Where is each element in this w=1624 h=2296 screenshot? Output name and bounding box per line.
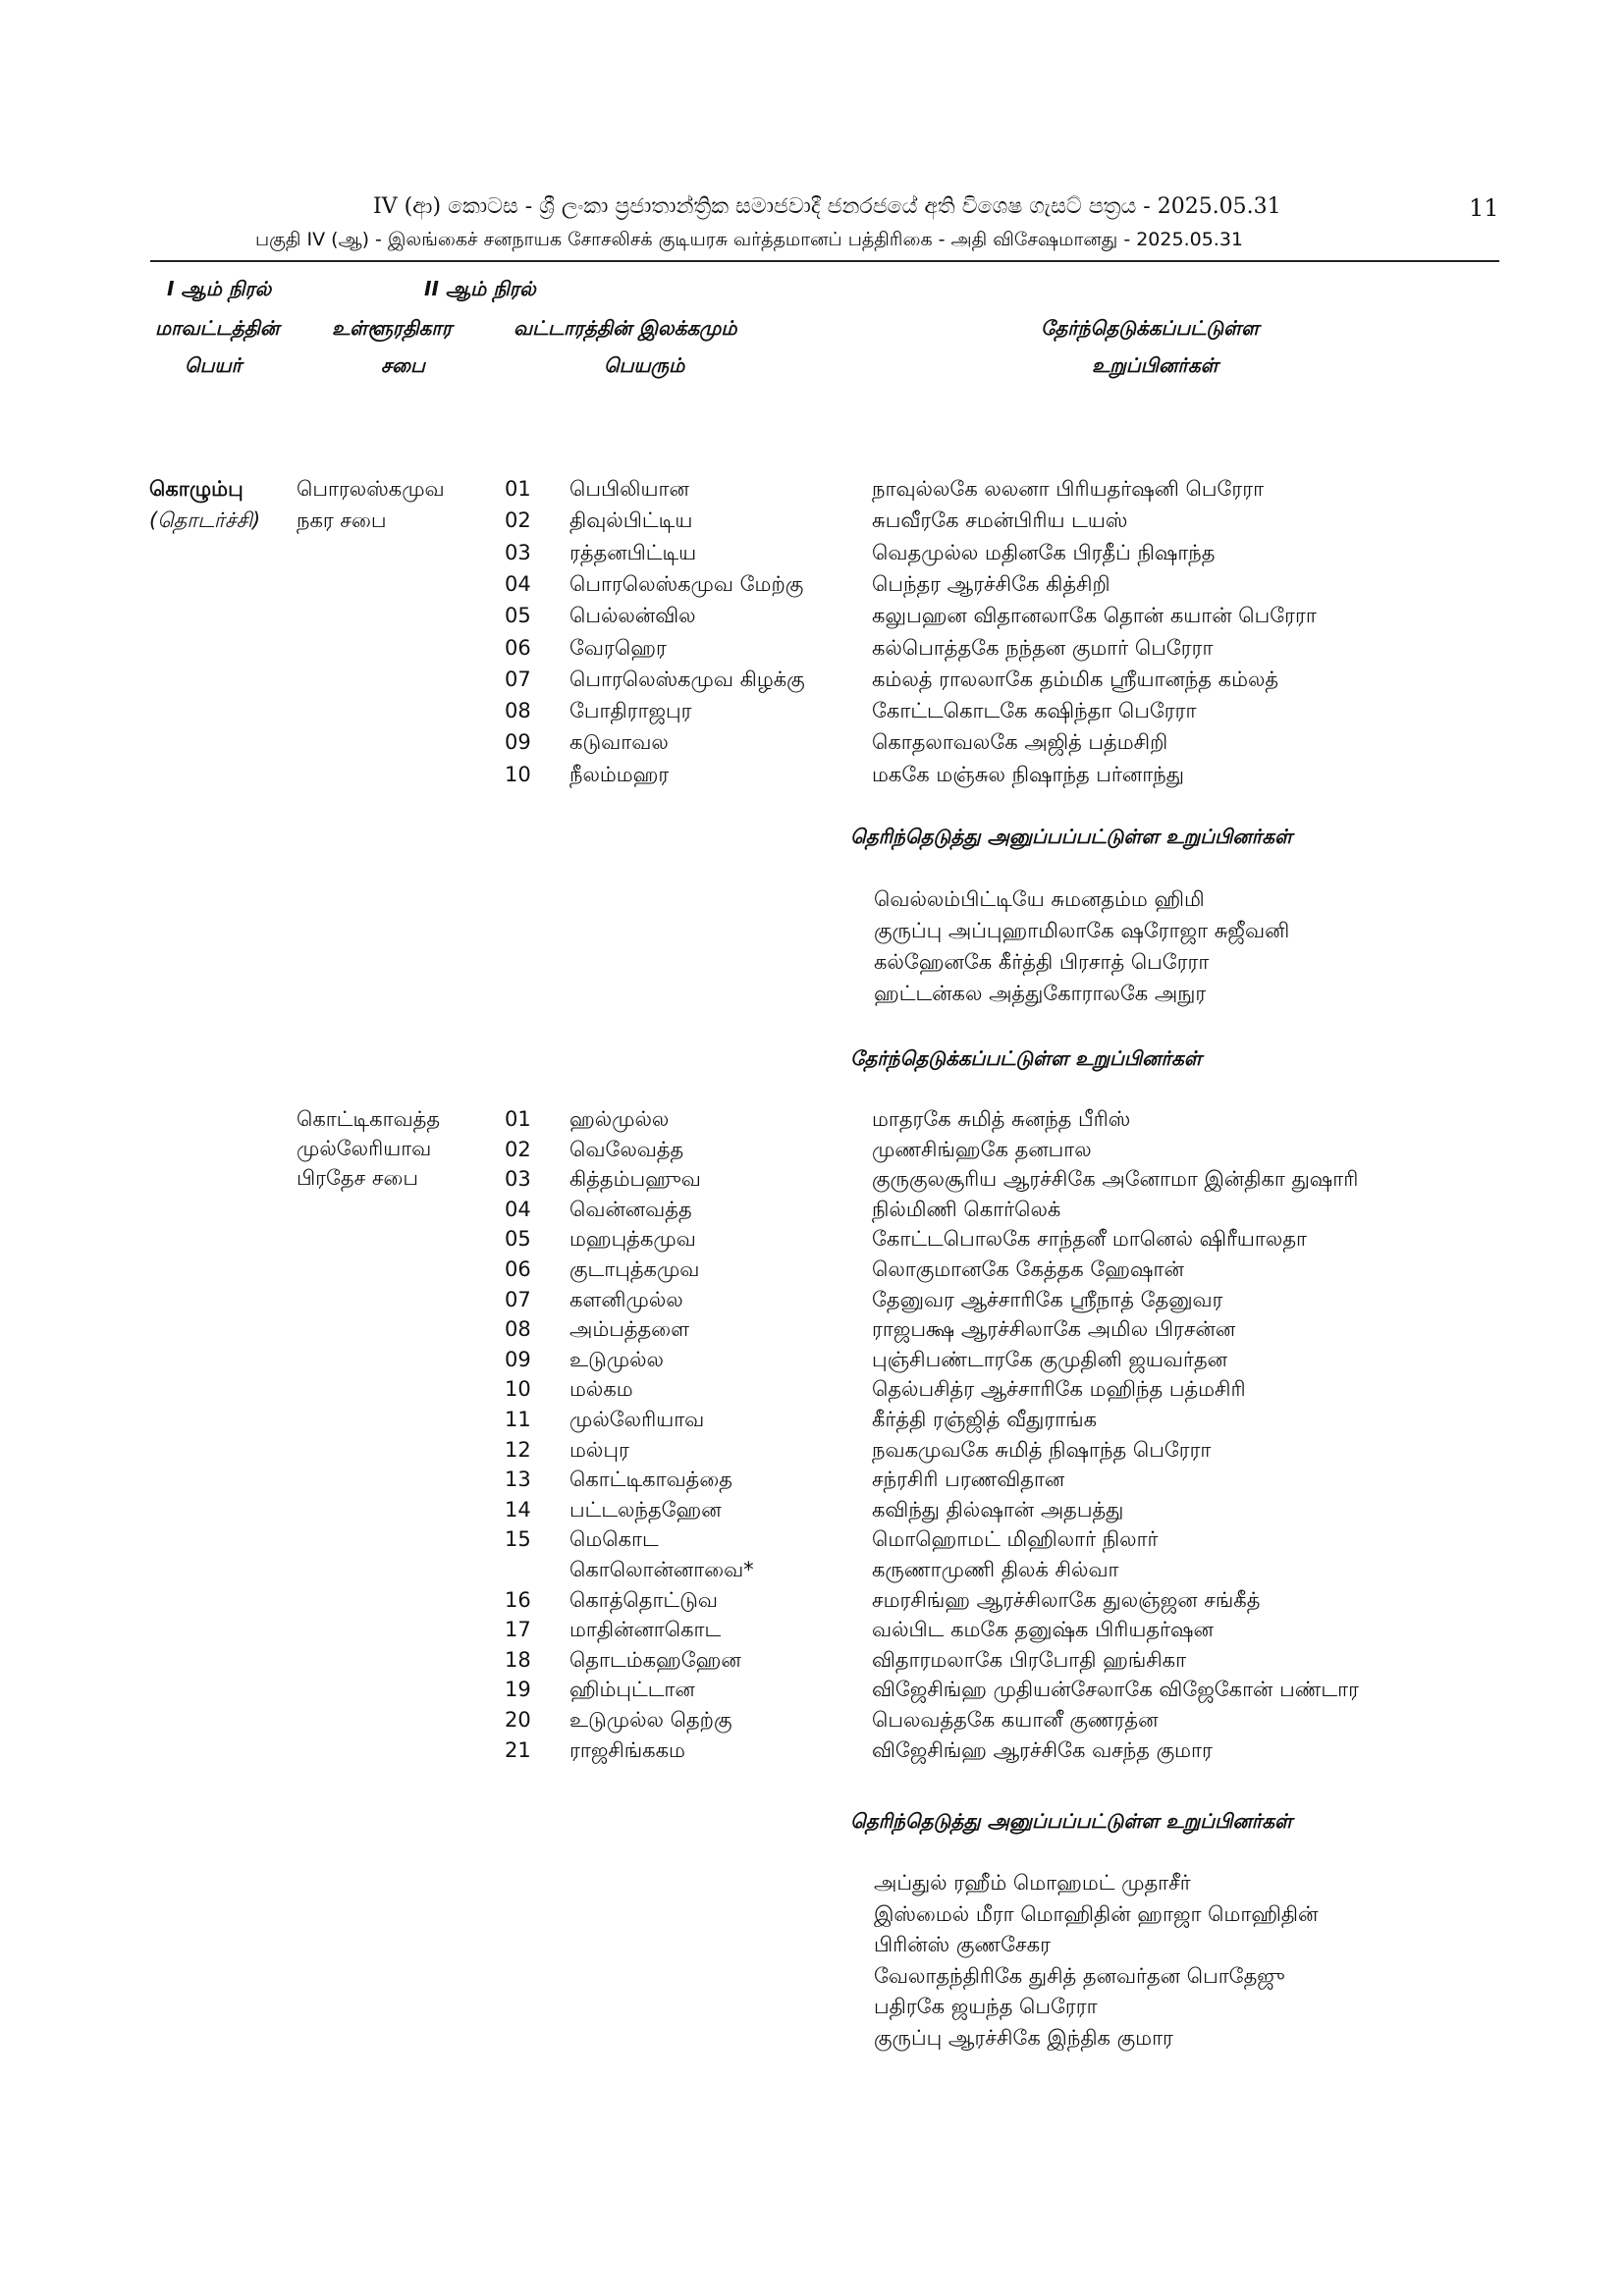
header-divider xyxy=(150,260,1499,262)
ward-number: 08 xyxy=(505,699,531,723)
district-name: கொழும்பு xyxy=(149,477,244,501)
ward-name: போதிராஜபுர xyxy=(569,699,692,723)
column-district-heading: மாவட்டத்தின் xyxy=(155,316,280,340)
ward-number: 04 xyxy=(505,571,531,596)
ward-name: மஹபுத்கமுவ xyxy=(569,1227,696,1252)
ward-name: ஹல்முல்ல xyxy=(569,1107,670,1131)
member-name: சந்ரசிரி பரணவிதான xyxy=(872,1468,1065,1492)
council-name: பொரலஸ்கமுவ xyxy=(297,477,445,501)
member-name: தேனுவர ஆச்சாரிகே ஸ்ரீநாத் தேனுவர xyxy=(872,1287,1223,1311)
column-1-number: I ஆம் நிரல் xyxy=(167,277,272,300)
ward-number: 06 xyxy=(505,635,531,660)
ward-number: 20 xyxy=(505,1708,531,1732)
column-2-number: II ஆம் நிரல் xyxy=(424,277,536,300)
member-name: குருகுலசூரிய ஆரச்சிகே அனோமா இன்திகா துஷாரி xyxy=(872,1167,1359,1192)
ward-name: வேரஹெர xyxy=(569,635,667,660)
ward-name: கடுவாவல xyxy=(569,730,669,755)
column-members-heading: தேர்ந்தெடுக்கப்பட்டுள்ள xyxy=(1041,316,1260,340)
ward-name: உடுமுல்ல தெற்கு xyxy=(569,1708,732,1732)
council-type: பிரதேச சபை xyxy=(297,1166,419,1190)
elected-members-heading: தேர்ந்தெடுக்கப்பட்டுள்ள உறுப்பினர்கள் xyxy=(850,1046,1202,1070)
ward-number: 10 xyxy=(505,1377,531,1402)
nominated-member-name: பதிரகே ஜயந்த பெரேரா xyxy=(874,1995,1098,2018)
member-name: கோட்டபொலகே சாந்தனீ மானெல் ஷிரீயாலதா xyxy=(872,1227,1307,1252)
ward-name: கொலொன்னாவை* xyxy=(569,1558,754,1581)
nominated-member-name: வேலாதந்திரிகே துசித் தனவர்தன பொதேஜு xyxy=(874,1963,1285,1988)
ward-name: வென்னவத்த xyxy=(569,1197,692,1221)
gazette-header-tamil: பகுதி IV (ஆ) - இலங்கைச் சனநாயக சோசலிசக் குடியரசு வர்த்தமானப் பத்திரிகை - அதி விசேஷமானது - 2025.05.31 xyxy=(255,229,1243,250)
ward-number: 11 xyxy=(505,1408,531,1431)
ward-number: 01 xyxy=(505,477,531,501)
column-authority-heading: உள்ளூரதிகார xyxy=(332,316,453,340)
ward-name: வெலேவத்த xyxy=(569,1137,684,1161)
nominated-member-name: ஹட்டன்கல அத்துகோராலகே அநுர xyxy=(874,982,1207,1005)
gazette-header-sinhala: IV (ආ) කොටස - ශ්‍රී ලංකා ප්‍රජාතාන්ත්‍රික සමාජවාදී ජනරජයේ අති විශෙෂ ගැසට් පත්‍රය - 2025.05.31 xyxy=(373,194,1281,219)
member-name: நவகமுவகே சுமித் நிஷாந்த பெரேரா xyxy=(872,1437,1212,1462)
nominated-member-name: குருப்பு அப்புஹாமிலாகே ஷரோஜா சுஜீவனி xyxy=(874,919,1290,942)
ward-name: மாதின்னாகொட xyxy=(569,1618,722,1642)
ward-name: மல்புர xyxy=(569,1437,629,1462)
ward-number: 08 xyxy=(505,1317,531,1342)
ward-name: பெல்லன்வில xyxy=(569,604,696,628)
nominated-members-heading: தெரிந்தெடுத்து அனுப்பப்பட்டுள்ள உறுப்பினர்கள் xyxy=(850,1809,1293,1833)
district-continued-note: (தொடர்ச்சி) xyxy=(149,508,261,532)
ward-name: பொரலெஸ்கமுவ கிழக்கு xyxy=(569,667,805,691)
ward-name: ஹிம்புட்டான xyxy=(569,1678,695,1702)
member-name: சுபவீரகே சமன்பிரிய டயஸ் xyxy=(872,508,1128,533)
ward-name: கொத்தொட்டுவ xyxy=(569,1587,718,1612)
member-name: கொதலாவலகே அஜித் பத்மசிறி xyxy=(872,730,1168,755)
ward-number: 07 xyxy=(505,667,531,691)
member-name: முணசிங்ஹகே தனபால xyxy=(872,1137,1092,1161)
page-number: 11 xyxy=(1469,194,1499,222)
member-name: பெலவத்தகே கயானீ குணரத்ன xyxy=(872,1708,1159,1732)
ward-number: 06 xyxy=(505,1257,531,1281)
ward-number: 09 xyxy=(505,730,531,755)
member-name: பெந்தர ஆரச்சிகே கித்சிறி xyxy=(872,571,1110,596)
ward-name: ரத்தனபிட்டிய xyxy=(569,540,697,564)
ward-number: 03 xyxy=(505,1167,531,1192)
member-name: கீர்த்தி ரஞ்ஜித் வீதுராங்க xyxy=(872,1408,1098,1431)
member-name: தெல்பசித்ர ஆச்சாரிகே மஹிந்த பத்மசிரி xyxy=(872,1377,1246,1402)
ward-number: 18 xyxy=(505,1647,531,1672)
ward-number: 12 xyxy=(505,1437,531,1462)
nominated-member-name: கல்ஹேனகே கீர்த்தி பிரசாத் பெரேரா xyxy=(874,950,1210,974)
member-name: மாதரகே சுமித் சுனந்த பீரிஸ் xyxy=(872,1107,1131,1131)
council-name: கொட்டிகாவத்த xyxy=(297,1107,441,1131)
member-name: மககே மஞ்சுல நிஷாந்த பர்னாந்து xyxy=(872,762,1184,786)
ward-name: நீலம்மஹர xyxy=(569,762,670,786)
ward-number: 21 xyxy=(505,1737,531,1762)
member-name: விஜேசிங்ஹ முதியன்சேலாகே விஜேகோன் பண்டார xyxy=(872,1678,1359,1702)
ward-number: 16 xyxy=(505,1587,531,1612)
ward-number: 15 xyxy=(505,1527,531,1552)
member-name: கவிந்து தில்ஷான் அதபத்து xyxy=(872,1497,1124,1522)
nominated-member-name: இஸ்மைல் மீரா மொஹிதின் ஹாஜா மொஹிதின் xyxy=(874,1901,1319,1926)
member-name: சமரசிங்ஹ ஆரச்சிலாகே துலஞ்ஜன சங்கீத் xyxy=(872,1587,1261,1612)
ward-name: பெபிலியான xyxy=(569,477,689,501)
ward-name: மல்கம xyxy=(569,1377,633,1402)
ward-name: உடுமுல்ல xyxy=(569,1347,664,1371)
ward-name: திவுல்பிட்டிய xyxy=(569,508,693,533)
ward-name: குடாபுத்கமுவ xyxy=(569,1257,700,1281)
council-type: நகர சபை xyxy=(297,508,387,532)
member-name: நில்மிணி கொர்லெக் xyxy=(872,1197,1061,1221)
member-name: கல்பொத்தகே நந்தன குமார் பெரேரா xyxy=(872,635,1214,660)
ward-name: அம்பத்தளை xyxy=(569,1317,690,1342)
nominated-member-name: அப்துல் ரஹீம் மொஹமட் முதாசீர் xyxy=(874,1871,1191,1895)
nominated-members-heading: தெரிந்தெடுத்து அனுப்பப்பட்டுள்ள உறுப்பினர்கள் xyxy=(850,825,1293,848)
member-name: வெதமுல்ல மதினகே பிரதீப் நிஷாந்த xyxy=(872,540,1216,564)
member-name: வல்பிட கமகே தனுஷ்க பிரியதர்ஷன xyxy=(872,1618,1214,1642)
member-name: விஜேசிங்ஹ ஆரச்சிகே வசந்த குமார xyxy=(872,1737,1213,1762)
member-name: கலுபஹன விதானலாகே தொன் கயான் பெரேரா xyxy=(872,604,1317,628)
member-name: கோட்டகொடகே கஷிந்தா பெரேரா xyxy=(872,699,1197,723)
member-name: கம்லத் ராலலாகே தம்மிக ஸ்ரீயானந்த கம்லத் xyxy=(872,667,1279,691)
nominated-member-name: வெல்லம்பிட்டியே சுமனதம்ம ஹிமி xyxy=(874,887,1205,911)
column-ward-heading: வட்டாரத்தின் இலக்கமும் xyxy=(514,316,737,340)
column-ward-heading-2: பெயரும் xyxy=(604,353,685,377)
council-name-2: முல்லேரியாவ xyxy=(297,1137,432,1160)
member-name: மொஹொமட் மிஹிலார் நிலார் xyxy=(872,1527,1159,1552)
ward-number: 05 xyxy=(505,1227,531,1252)
ward-number: 17 xyxy=(505,1618,531,1642)
ward-name: கித்தம்பஹுவ xyxy=(569,1167,701,1192)
ward-number: 05 xyxy=(505,604,531,628)
ward-number: 13 xyxy=(505,1468,531,1492)
ward-name: களனிமுல்ல xyxy=(569,1287,683,1311)
ward-name: முல்லேரியாவ xyxy=(569,1408,705,1431)
ward-name: பொரலெஸ்கமுவ மேற்கு xyxy=(569,571,804,596)
ward-name: மெகொட xyxy=(569,1527,659,1552)
ward-name: தொடம்கஹஹேன xyxy=(569,1647,741,1672)
nominated-member-name: குருப்பு ஆரச்சிகே இந்திக குமார xyxy=(874,2025,1173,2050)
ward-number: 09 xyxy=(505,1347,531,1371)
ward-number: 01 xyxy=(505,1107,531,1131)
column-district-heading-2: பெயர் xyxy=(185,353,243,377)
member-name: புஞ்சிபண்டாரகே குமுதினி ஜயவர்தன xyxy=(872,1347,1228,1371)
nominated-member-name: பிரின்ஸ் குணசேகர xyxy=(874,1933,1051,1956)
ward-name: கொட்டிகாவத்தை xyxy=(569,1468,732,1492)
member-name: விதாரமலாகே பிரபோதி ஹங்சிகா xyxy=(872,1647,1187,1672)
member-name: நாவுல்லகே லலனா பிரியதர்ஷனி பெரேரா xyxy=(872,477,1265,501)
column-authority-heading-2: சபை xyxy=(381,353,425,377)
column-members-heading-2: உறுப்பினர்கள் xyxy=(1092,353,1218,377)
ward-number: 14 xyxy=(505,1497,531,1522)
ward-number: 19 xyxy=(505,1678,531,1702)
member-name: கருணாமுணி திலக் சில்வா xyxy=(872,1558,1119,1581)
member-name: ராஜபக்ஷ ஆரச்சிலாகே அமில பிரசன்ன xyxy=(872,1317,1236,1342)
ward-number: 04 xyxy=(505,1197,531,1221)
member-name: லொகுமானகே கேத்தக ஹேஷான் xyxy=(872,1257,1184,1281)
ward-number: 02 xyxy=(505,1137,531,1161)
ward-number: 03 xyxy=(505,540,531,564)
ward-number: 07 xyxy=(505,1287,531,1311)
ward-number: 02 xyxy=(505,508,531,533)
ward-number: 10 xyxy=(505,762,531,786)
ward-name: ராஜசிங்ககம xyxy=(569,1737,685,1762)
ward-name: பட்டலந்தஹேன xyxy=(569,1497,722,1522)
